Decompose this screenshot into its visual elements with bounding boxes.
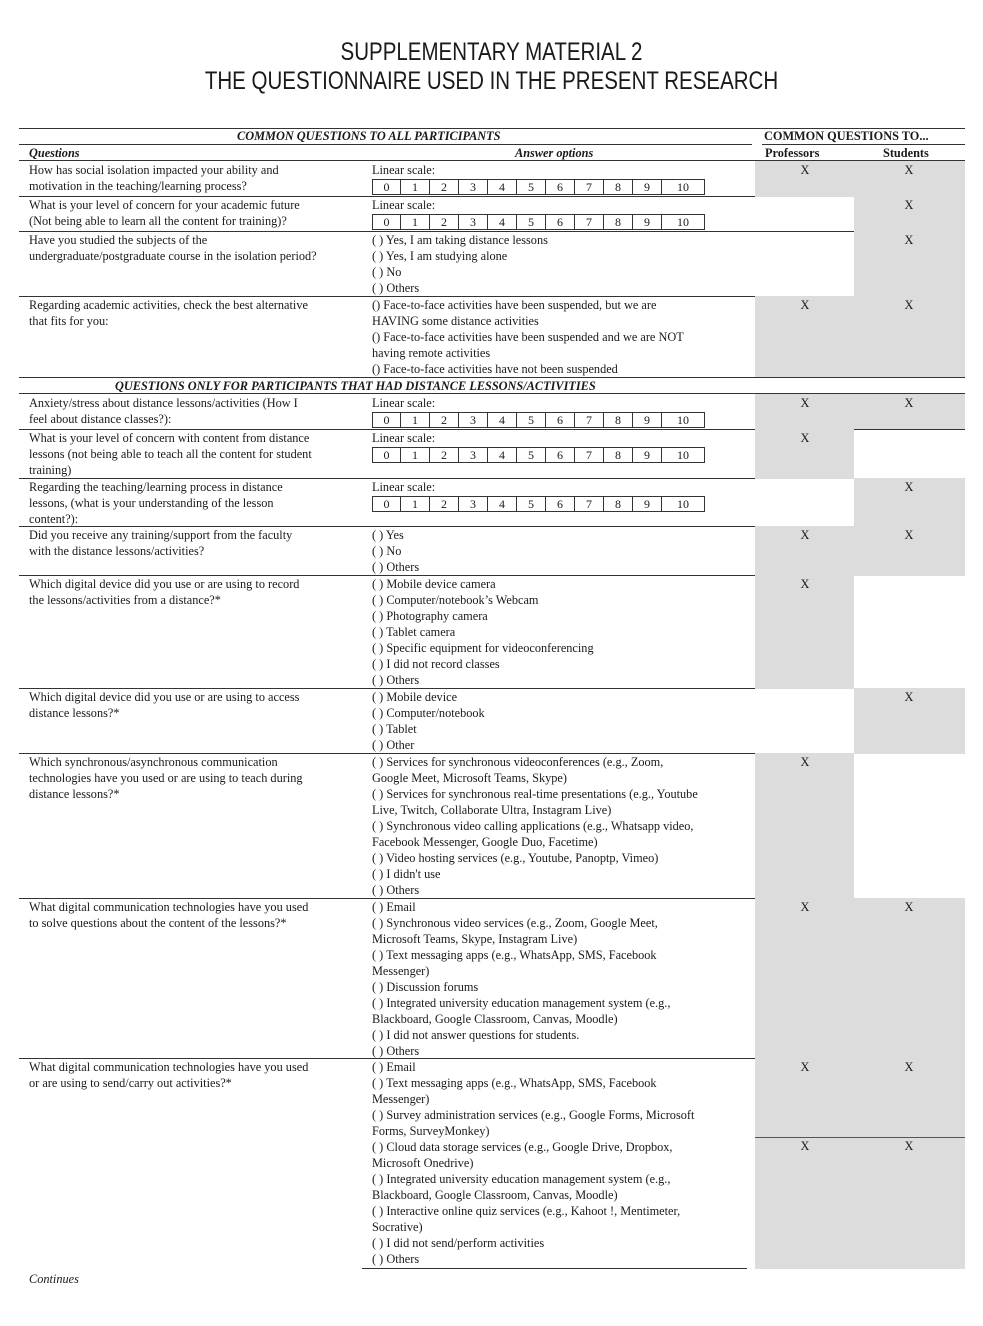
scale-cell: 10 <box>661 412 705 428</box>
scale-cell: 4 <box>487 179 516 195</box>
answer-line: ( ) Interactive online quiz services (e.g., Kahoot !, Mentimeter, <box>372 1204 681 1218</box>
answer-line: ( ) Email <box>372 1060 416 1074</box>
question-text <box>29 479 359 527</box>
students-mark: X <box>904 298 914 312</box>
scale-cell: 6 <box>545 412 574 428</box>
answer-line: ( ) I did not send/perform activities <box>372 1236 545 1250</box>
answer-line: ( ) Computer/notebook <box>372 706 485 720</box>
question-line: Anxiety/stress about distance lessons/activities (How I <box>29 396 298 410</box>
professors-mark: X <box>800 1060 810 1074</box>
scale-cell: 5 <box>516 214 545 230</box>
question-line: or are using to send/carry out activities?* <box>29 1076 232 1090</box>
answer-options <box>372 1059 752 1267</box>
question-line: Which digital device did you use or are using to record <box>29 577 300 591</box>
answer-line: ( ) Yes <box>372 528 404 542</box>
professors-mark: X <box>800 163 810 177</box>
answer-line: Forms, SurveyMonkey) <box>372 1124 490 1138</box>
answer-line: ( ) I did not answer questions for students. <box>372 1028 580 1042</box>
scale-cell: 7 <box>574 496 603 512</box>
students-mark: X <box>904 480 914 494</box>
header-common-all: COMMON QUESTIONS TO ALL PARTICIPANTS <box>237 129 501 143</box>
students-mark: X <box>904 900 914 914</box>
answer-shade <box>755 296 965 377</box>
scale-cell: 5 <box>516 447 545 463</box>
professors-mark: X <box>800 755 810 769</box>
answer-line: ( ) No <box>372 544 402 558</box>
scale-cell: 5 <box>516 412 545 428</box>
question-line: undergraduate/postgraduate course in the isolation period? <box>29 249 317 263</box>
scale-cell: 7 <box>574 214 603 230</box>
answer-line: ( ) Yes, I am studying alone <box>372 249 508 263</box>
scale-cell: 7 <box>574 447 603 463</box>
answer-line: () Face-to-face activities have not been suspended <box>372 362 618 376</box>
question-line: Regarding academic activities, check the best alternative <box>29 298 308 312</box>
scale-cell: 7 <box>574 179 603 195</box>
answer-line: ( ) Survey administration services (e.g., Google Forms, Microsoft <box>372 1108 695 1122</box>
scale-cell: 10 <box>661 214 705 230</box>
question-line: What is your level of concern with content from distance <box>29 431 310 445</box>
answer-line: ( ) Integrated university education management system (e.g., <box>372 996 671 1010</box>
question-text <box>29 297 359 329</box>
scale-label: Linear scale: <box>372 431 436 445</box>
answer-line: Live, Twitch, Collaborate Ultra, Instagram Live) <box>372 803 612 817</box>
scale-cell: 0 <box>372 447 400 463</box>
scale-cell: 6 <box>545 179 574 195</box>
question-line: training) <box>29 463 72 477</box>
answer-options <box>372 162 752 195</box>
scale-label: Linear scale: <box>372 163 436 177</box>
answer-line: ( ) Email <box>372 900 416 914</box>
answer-line: () Face-to-face activities have been suspended, but we are <box>372 298 657 312</box>
answer-line: ( ) Specific equipment for videoconferencing <box>372 641 594 655</box>
students-mark: X <box>904 396 914 410</box>
scale-cell: 1 <box>400 447 429 463</box>
answer-line: ( ) No <box>372 265 402 279</box>
header-rule-left <box>19 144 752 145</box>
answer-line: ( ) Tablet <box>372 722 417 736</box>
scale-cell: 1 <box>400 179 429 195</box>
professors-mark: X <box>800 298 810 312</box>
answer-shade <box>755 575 854 689</box>
linear-scale <box>372 412 752 428</box>
question-line: technologies have you used or are using to teach during <box>29 771 303 785</box>
question-line: lessons, (what is your understanding of the lesson <box>29 496 274 510</box>
scale-cell: 0 <box>372 214 400 230</box>
question-line: content?): <box>29 512 79 526</box>
scale-cell: 3 <box>458 179 487 195</box>
scale-cell: 4 <box>487 214 516 230</box>
scale-cell: 3 <box>458 447 487 463</box>
table-bottom-rule <box>362 1268 747 1269</box>
scale-cell: 9 <box>632 214 661 230</box>
question-text <box>29 162 359 194</box>
answer-line: Messenger) <box>372 1092 430 1106</box>
answer-line: ( ) Services for synchronous real-time presentations (e.g., Youtube <box>372 787 698 801</box>
question-line: motivation in the teaching/learning process? <box>29 179 247 193</box>
question-line: Have you studied the subjects of the <box>29 233 208 247</box>
question-line: How has social isolation impacted your ability and <box>29 163 279 177</box>
scale-cell: 2 <box>429 214 458 230</box>
scale-cell: 0 <box>372 179 400 195</box>
answer-line: Microsoft Teams, Skype, Instagram Live) <box>372 932 578 946</box>
question-line: What is your level of concern for your academic future <box>29 198 300 212</box>
scale-cell: 8 <box>603 179 632 195</box>
question-line: with the distance lessons/activities? <box>29 544 205 558</box>
answer-shade <box>755 161 965 197</box>
scale-cell: 1 <box>400 496 429 512</box>
answer-line: ( ) Others <box>372 560 420 574</box>
section-2-heading: QUESTIONS ONLY FOR PARTICIPANTS THAT HAD DISTANCE LESSONS/ACTIVITIES <box>115 379 596 393</box>
header-professors: Professors <box>765 146 820 160</box>
question-line: What digital communication technologies have you used <box>29 1060 309 1074</box>
students-mark: X <box>904 163 914 177</box>
answer-line: ( ) Discussion forums <box>372 980 479 994</box>
header-questions: Questions <box>29 146 80 160</box>
scale-label: Linear scale: <box>372 396 436 410</box>
answer-line: ( ) Video hosting services (e.g., Youtube, Panoptp, Vimeo) <box>372 851 659 865</box>
scale-cell: 4 <box>487 496 516 512</box>
scale-cell: 9 <box>632 496 661 512</box>
question-line: feel about distance classes?): <box>29 412 172 426</box>
answer-line: ( ) Text messaging apps (e.g., WhatsApp, SMS, Facebook <box>372 1076 657 1090</box>
question-text <box>29 395 359 427</box>
question-line: lessons (not being able to teach all the content for student <box>29 447 312 461</box>
answer-options <box>372 527 752 575</box>
answer-line: ( ) Mobile device <box>372 690 458 704</box>
row-separator <box>19 377 965 378</box>
header-students: Students <box>883 146 929 160</box>
answer-line: ( ) Others <box>372 281 420 295</box>
question-line: Which synchronous/asynchronous communication <box>29 755 278 769</box>
professors-mark: X <box>800 1139 810 1153</box>
students-mark: X <box>904 690 914 704</box>
answer-options <box>372 479 752 512</box>
professors-mark: X <box>800 528 810 542</box>
question-line: Did you receive any training/support from the faculty <box>29 528 293 542</box>
answer-options <box>372 576 752 688</box>
answer-line: Blackboard, Google Classroom, Canvas, Moodle) <box>372 1012 618 1026</box>
scale-cell: 5 <box>516 179 545 195</box>
scale-cell: 6 <box>545 496 574 512</box>
scale-cell: 6 <box>545 447 574 463</box>
students-mark: X <box>904 233 914 247</box>
scale-cell: 10 <box>661 447 705 463</box>
answer-line: ( ) Photography camera <box>372 609 488 623</box>
answer-line: ( ) Synchronous video services (e.g., Zoom, Google Meet, <box>372 916 658 930</box>
students-mark: X <box>904 1060 914 1074</box>
scale-cell: 8 <box>603 447 632 463</box>
question-line: Which digital device did you use or are using to access <box>29 690 300 704</box>
professors-mark: X <box>800 396 810 410</box>
scale-cell: 7 <box>574 412 603 428</box>
students-mark: X <box>904 528 914 542</box>
answer-line: Google Meet, Microsoft Teams, Skype) <box>372 771 567 785</box>
scale-cell: 2 <box>429 179 458 195</box>
answer-shade <box>755 898 965 1059</box>
header-answer-options: Answer options <box>515 146 594 160</box>
question-line: that fits for you: <box>29 314 109 328</box>
scale-cell: 9 <box>632 447 661 463</box>
answer-line: () Face-to-face activities have been suspended and we are NOT <box>372 330 684 344</box>
answer-options <box>372 899 752 1059</box>
question-line: the lessons/activities from a distance?* <box>29 593 221 607</box>
scale-cell: 8 <box>603 214 632 230</box>
answer-shade <box>755 526 965 576</box>
scale-cell: 5 <box>516 496 545 512</box>
scale-cell: 6 <box>545 214 574 230</box>
answer-line: Microsoft Onedrive) <box>372 1156 474 1170</box>
question-text <box>29 197 359 229</box>
answer-options <box>372 297 752 377</box>
linear-scale <box>372 447 752 463</box>
scale-cell: 2 <box>429 412 458 428</box>
question-text <box>29 527 359 559</box>
answer-line: HAVING some distance activities <box>372 314 539 328</box>
scale-cell: 9 <box>632 412 661 428</box>
answer-line: ( ) Other <box>372 738 415 752</box>
answer-line: ( ) Integrated university education management system (e.g., <box>372 1172 671 1186</box>
answer-line: ( ) Computer/notebook’s Webcam <box>372 593 539 607</box>
footer-continues: Continues <box>29 1272 79 1286</box>
question-text <box>29 754 359 802</box>
question-line: (Not being able to learn all the content for training)? <box>29 214 287 228</box>
question-line: to solve questions about the content of the lessons?* <box>29 916 287 930</box>
answer-line: ( ) I did not record classes <box>372 657 500 671</box>
question-line: distance lessons?* <box>29 706 120 720</box>
scale-cell: 8 <box>603 412 632 428</box>
scale-cell: 2 <box>429 496 458 512</box>
scale-cell: 0 <box>372 412 400 428</box>
answer-options <box>372 754 752 898</box>
question-text <box>29 689 359 721</box>
linear-scale <box>372 496 752 512</box>
question-text <box>29 1059 359 1091</box>
answer-line: having remote activities <box>372 346 491 360</box>
answer-options <box>372 395 752 428</box>
professors-mark: X <box>800 577 810 591</box>
header-rule-right <box>762 144 965 145</box>
answer-line: ( ) Text messaging apps (e.g., WhatsApp, SMS, Facebook <box>372 948 657 962</box>
question-line: What digital communication technologies have you used <box>29 900 309 914</box>
header-common-to: COMMON QUESTIONS TO... <box>764 129 929 143</box>
scale-cell: 8 <box>603 496 632 512</box>
scale-cell: 10 <box>661 179 705 195</box>
scale-cell: 10 <box>661 496 705 512</box>
answer-options <box>372 430 752 463</box>
students-mark: X <box>904 198 914 212</box>
scale-label: Linear scale: <box>372 198 436 212</box>
question-text <box>29 232 359 264</box>
answer-line: ( ) Others <box>372 1252 420 1266</box>
answer-options <box>372 232 752 296</box>
professors-mark: X <box>800 431 810 445</box>
scale-label: Linear scale: <box>372 480 436 494</box>
scale-cell: 9 <box>632 179 661 195</box>
answer-line: ( ) Tablet camera <box>372 625 456 639</box>
answer-line: ( ) Yes, I am taking distance lessons <box>372 233 548 247</box>
professors-mark: X <box>800 900 810 914</box>
title-line-2: THE QUESTIONNAIRE USED IN THE PRESENT RESEARCH <box>204 67 779 95</box>
answer-line: ( ) Synchronous video calling applications (e.g., Whatsapp video, <box>372 819 694 833</box>
answer-options <box>372 689 752 753</box>
answer-line: ( ) Mobile device camera <box>372 577 496 591</box>
answer-shade <box>755 394 965 429</box>
scale-cell: 2 <box>429 447 458 463</box>
answer-line: Socrative) <box>372 1220 423 1234</box>
linear-scale <box>372 214 752 230</box>
scale-cell: 4 <box>487 447 516 463</box>
answer-line: ( ) I didn't use <box>372 867 441 881</box>
scale-cell: 1 <box>400 412 429 428</box>
answer-line: Facebook Messenger, Google Duo, Facetime) <box>372 835 598 849</box>
answer-shade <box>755 1058 965 1269</box>
scale-cell: 3 <box>458 412 487 428</box>
answer-line: ( ) Others <box>372 883 420 897</box>
scale-cell: 3 <box>458 496 487 512</box>
answer-line: ( ) Cloud data storage services (e.g., Google Drive, Dropbox, <box>372 1140 673 1154</box>
answer-options <box>372 197 752 230</box>
question-text <box>29 576 359 608</box>
answer-line: ( ) Others <box>372 673 420 687</box>
students-mark: X <box>904 1139 914 1153</box>
answer-line: Messenger) <box>372 964 430 978</box>
question-line: Regarding the teaching/learning process in distance <box>29 480 283 494</box>
question-text <box>29 899 359 931</box>
answer-line: ( ) Services for synchronous videoconferences (e.g., Zoom, <box>372 755 664 769</box>
question-line: distance lessons?* <box>29 787 120 801</box>
answer-shade <box>755 753 854 899</box>
linear-scale <box>372 179 752 195</box>
split-rule <box>755 1137 965 1138</box>
scale-cell: 3 <box>458 214 487 230</box>
question-text <box>29 430 359 478</box>
title-line-1: SUPPLEMENTARY MATERIAL 2 <box>340 38 643 66</box>
answer-line: Blackboard, Google Classroom, Canvas, Moodle) <box>372 1188 618 1202</box>
scale-cell: 0 <box>372 496 400 512</box>
answer-line: ( ) Others <box>372 1044 420 1058</box>
scale-cell: 4 <box>487 412 516 428</box>
scale-cell: 1 <box>400 214 429 230</box>
